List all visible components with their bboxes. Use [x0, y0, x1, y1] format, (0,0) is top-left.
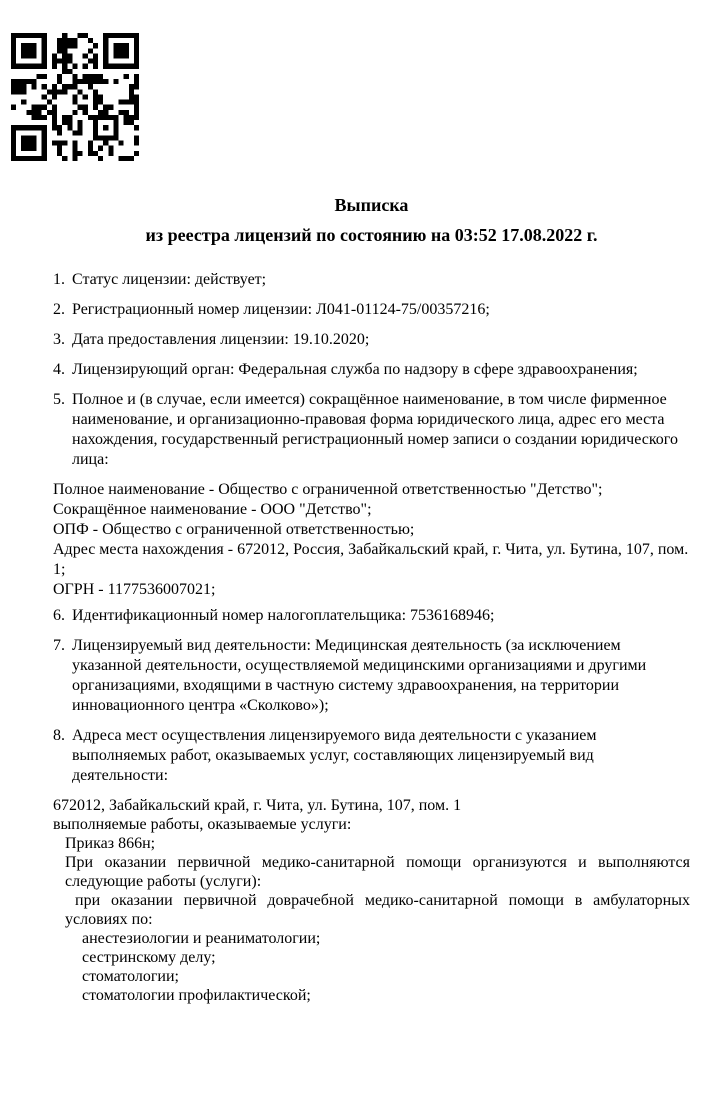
- document-title: Выписка: [334, 195, 409, 215]
- org-address: Адрес места нахождения - 672012, Россия, Забайкальский край, г. Чита, ул. Бутина, 107, пом. 1;: [53, 541, 689, 578]
- item-text: Дата предоставления лицензии: 19.10.2020;: [72, 331, 370, 348]
- document-content: [53, 194, 690, 1005]
- item-text: Лицензирующий орган: Федеральная служба по надзору в сфере здравоохранения;: [72, 361, 638, 378]
- qr-code-icon: [11, 33, 139, 161]
- org-ogrn: ОГРН - 1177536007021;: [53, 581, 216, 598]
- item-text: Адреса мест осуществления лицензируемого вида деятельности с указанием выполняемых работ, оказываемых услуг, составляющих лицензируемый вид деятельности:: [72, 727, 597, 784]
- org-short-name: Сокращённое наименование - ООО "Детство";: [53, 501, 372, 518]
- item-number: 4.: [53, 361, 65, 378]
- license-item-grant-date: [53, 330, 690, 350]
- license-item-reg-number: [53, 300, 690, 320]
- primary-care-paragraph: При оказании первичной медико-санитарной помощи организуются и выполняются следующие работы (услуги):: [65, 854, 690, 890]
- order-reference: Приказ 866н;: [65, 835, 156, 852]
- prehospital-paragraph: при оказании первичной доврачебной медико-санитарной помощи в амбулаторных условиях по:: [65, 892, 690, 928]
- item-number: 3.: [53, 331, 65, 348]
- org-details-block: [53, 480, 690, 600]
- item-text: Регистрационный номер лицензии: Л041-01124-75/00357216;: [72, 301, 490, 318]
- license-item-org-names: [53, 390, 690, 470]
- item-number: 1.: [53, 271, 65, 288]
- license-item-status: [53, 270, 690, 290]
- document-subtitle: из реестра лицензий по состоянию на 03:52 17.08.2022 г.: [145, 225, 598, 245]
- service-item: сестринскому делу;: [82, 949, 216, 966]
- item-number: 8.: [53, 727, 65, 744]
- item-number: 6.: [53, 607, 65, 624]
- service-item: стоматологии;: [82, 968, 179, 985]
- license-items-list: [53, 270, 690, 786]
- license-item-addresses: [53, 726, 690, 786]
- works-header: выполняемые работы, оказываемые услуги:: [53, 816, 352, 833]
- license-item-inn: [53, 606, 690, 626]
- activity-address: 672012, Забайкальский край, г. Чита, ул. Бутина, 107, пом. 1: [53, 797, 462, 814]
- item-number: 2.: [53, 301, 65, 318]
- license-item-authority: [53, 360, 690, 380]
- license-item-activity-type: [53, 636, 690, 716]
- item-text: Лицензируемый вид деятельности: Медицинская деятельность (за исключением указанной деятельности, осуществляемой медицинскими организациями и другими организациями, входящими в частную систему здравоохранения, на территории инновационного центра «Сколково»);: [72, 637, 647, 714]
- service-item: анестезиологии и реаниматологии;: [82, 930, 321, 947]
- org-full-name: Полное наименование - Общество с ограниченной ответственностью "Детство";: [53, 481, 603, 498]
- org-legal-form: ОПФ - Общество с ограниченной ответственностью;: [53, 521, 415, 538]
- activity-address-block: [53, 796, 690, 1005]
- item-number: 5.: [53, 391, 65, 408]
- item-text: Полное и (в случае, если имеется) сокращённое наименование, в том числе фирменное наименование, и организационно-правовая форма юридического лица, адрес его места нахождения, государственный регистрационный номер записи о создании юридического лица:: [72, 391, 678, 468]
- service-item: стоматологии профилактической;: [82, 987, 311, 1004]
- item-number: 7.: [53, 637, 65, 654]
- item-text: Идентификационный номер налогоплательщика: 7536168946;: [72, 607, 495, 624]
- item-text: Статус лицензии: действует;: [72, 271, 267, 288]
